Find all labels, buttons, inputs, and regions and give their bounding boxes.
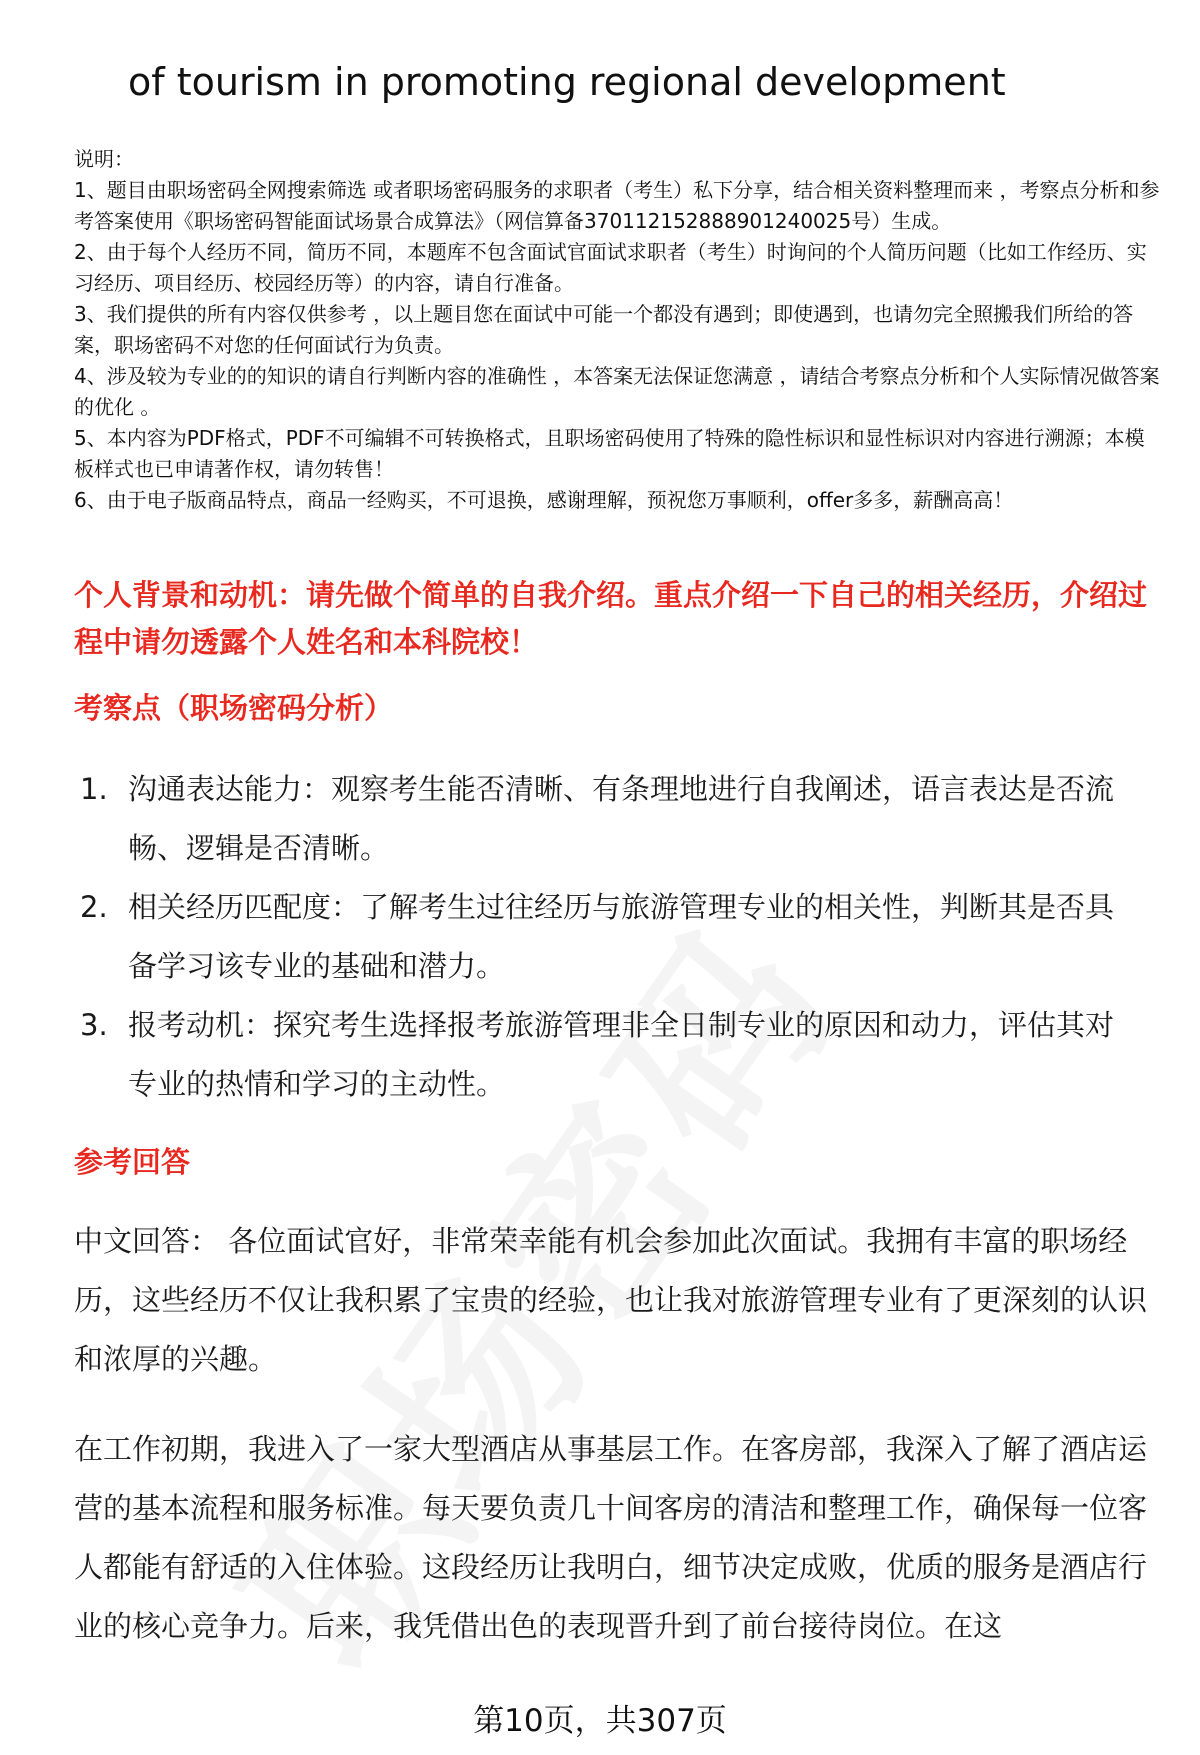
notes-section	[74, 144, 1164, 516]
notes-item: 1、题目由职场密码全网搜索筛选 或者职场密码服务的求职者（考生）私下分享，结合相关资料整理而来 ，考察点分析和参考答案使用《职场密码智能面试场景合成算法》（网信算备370112152888901240025号）生成。	[74, 178, 1160, 233]
analysis-points	[80, 760, 1140, 1114]
analysis-heading: 考察点（职场密码分析）	[74, 691, 394, 725]
notes-item: 6、由于电子版商品特点，商品一经购买，不可退换，感谢理解，预祝您万事顺利，offer多多，薪酬高高！	[74, 488, 1014, 512]
notes-item: 5、本内容为PDF格式，PDF不可编辑不可转换格式，且职场密码使用了特殊的隐性标识和显性标识对内容进行溯源；本模板样式也已申请著作权，请勿转售！	[74, 426, 1145, 481]
answer-heading: 参考回答	[74, 1145, 191, 1179]
analysis-point	[80, 760, 1140, 878]
notes-item: 4、涉及较为专业的的知识的请自行判断内容的准确性 ，本答案无法保证您满意 ，请结合考察点分析和个人实际情况做答案的优化 。	[74, 364, 1160, 419]
point-text: 报考动机：探究考生选择报考旅游管理非全日制专业的原因和动力，评估其对专业的热情和学习的主动性。	[128, 1008, 1115, 1101]
notes-title: 说明：	[74, 147, 134, 171]
analysis-point	[80, 996, 1140, 1114]
answer-paragraph: 中文回答： 各位面试官好，非常荣幸能有机会参加此次面试。我拥有丰富的职场经历，这些经历不仅让我积累了宝贵的经验，也让我对旅游管理专业有了更深刻的认识和浓厚的兴趣。	[74, 1224, 1148, 1376]
answer-paragraph: 在工作初期，我进入了一家大型酒店从事基层工作。在客房部，我深入了解了酒店运营的基本流程和服务标准。每天要负责几十间客房的清洁和整理工作，确保每一位客人都能有舒适的入住体验。这段经历让我明白，细节决定成败，优质的服务是酒店行业的核心竞争力。后来，我凭借出色的表现晋升到了前台接待岗位。在这	[74, 1432, 1148, 1643]
interview-question: 个人背景和动机：请先做个简单的自我介绍。重点介绍一下自己的相关经历，介绍过程中请勿透露个人姓名和本科院校！	[74, 578, 1148, 659]
analysis-point	[80, 878, 1140, 996]
notes-item: 3、我们提供的所有内容仅供参考 ，以上题目您在面试中可能一个都没有遇到；即使遇到，也请勿完全照搬我们所给的答案，职场密码不对您的任何面试行为负责。	[74, 302, 1134, 357]
point-number: 2.	[80, 890, 108, 924]
continued-question-line: of tourism in promoting regional development	[128, 60, 1006, 104]
point-number: 1.	[80, 772, 108, 806]
point-text: 相关经历匹配度：了解考生过往经历与旅游管理专业的相关性，判断其是否具备学习该专业的基础和潜力。	[128, 890, 1115, 983]
notes-item: 2、由于每个人经历不同，简历不同，本题库不包含面试官面试求职者（考生）时询问的个人简历问题（比如工作经历、实习经历、项目经历、校园经历等）的内容，请自行准备。	[74, 240, 1147, 295]
point-number: 3.	[80, 1008, 108, 1042]
point-text: 沟通表达能力：观察考生能否清晰、有条理地进行自我阐述，语言表达是否流畅、逻辑是否清晰。	[128, 772, 1115, 865]
page-footer: 第10页，共307页	[473, 1703, 727, 1739]
